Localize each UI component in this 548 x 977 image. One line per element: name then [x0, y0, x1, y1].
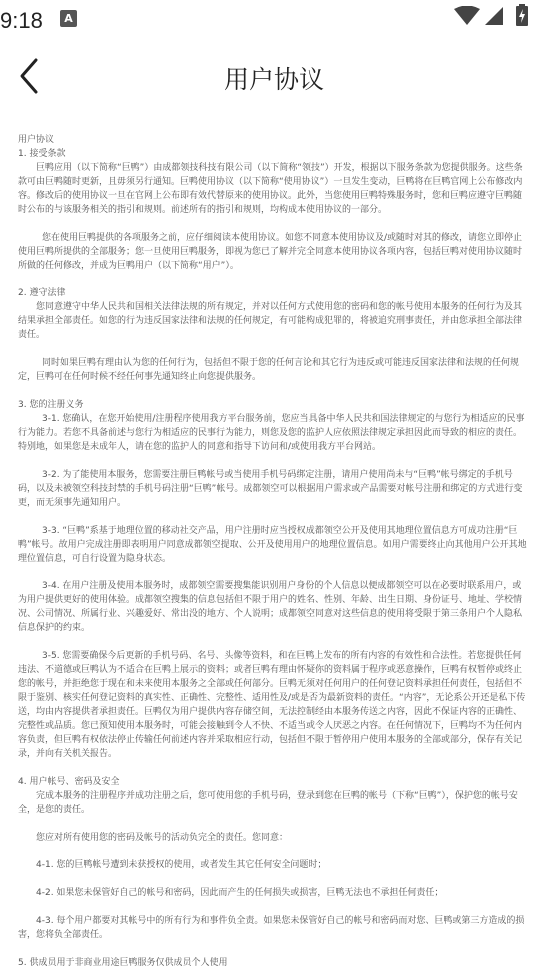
status-bar	[0, 0, 548, 40]
section-3-item-5: 3-5. 您需要确保今后更新的手机号码、名号、头像等资料，和在巨鸭上发布的所有内容的有效性和合法性。若您提供任何违法、不道德或巨鸭认为不适合在巨鸭上展示的资料；或者巨鸭有理由怀疑你的资料属于程序或恶意操作，巨鸭有权暂停或终止您的帐号，并拒绝您于现在和未来使用本服务之全部或任何部分。巨鸭无须对任何用户的任何登记资料承担任何责任，包括但不限于鉴别、核实任何登记资料的真实性、正确性、完整性、适用性及/或是否为最新资料的责任。“内容”，无论系公开还是私下传送，均由内容提供者承担责任。巨鸭仅为用户提供内容存储空间，无法控制经由本服务传送之内容，因此不保证内容的正确性、完整性或品质。您已预知使用本服务时，可能会接触到令人不快、不适当或令人厌恶之内容。在任何情况下，巨鸭均不为任何内容负责，但巨鸭有权依法停止传输任何前述内容并采取相应行动，包括但不限于暂停用户使用本服务的全部或部分，保存有关记录，并向有关机关报告。	[18, 651, 526, 759]
agreement-content[interactable]	[18, 134, 530, 971]
section-4-paragraph-2: 您应对所有使用您的密码及帐号的活动负完全的责任。您同意：	[36, 832, 289, 843]
section-3-item-3: 3-3. “巨鸭”系基于地理位置的移动社交产品，用户注册时应当授权成都领空公开及使用其地理位置信息方可成功注册“巨鸭”帐号。故用户完成注册即表明用户同意成都领空提取、公开及使用用户的地理位置信息。如用户需要终止向其他用户公开其地理位置信息，可自行设置为隐身状态。	[18, 525, 527, 564]
section-5-title: 5. 供成员用于非商业用途巨鸭服务仅供成员个人使用	[18, 958, 228, 969]
section-3-item-2: 3-2. 为了能使用本服务，您需要注册巨鸭帐号或当使用手机号码绑定注册，请用户使用尚未与“巨鸭”帐号绑定的手机号码，以及未被领空科技封禁的手机号码注册“巨鸭”帐号。成都领空可以根据用户需求或产品需要对帐号注册和绑定的方式进行变更，而无须事先通知用户。	[18, 469, 523, 508]
battery-charging-icon	[516, 4, 528, 26]
section-3-title: 3. 您的注册义务	[18, 400, 84, 411]
nav-bar	[0, 40, 548, 112]
status-icons	[454, 4, 534, 26]
section-3-item-4: 3-4. 在用户注册及使用本服务时，成都领空需要搜集能识别用户身份的个人信息以便成都领空可以在必要时联系用户，或为用户提供更好的使用体验。成都领空搜集的信息包括但不限于用户的姓名、性别、年龄、出生日期、身份证号、地址、学校情况、公司情况、所属行业、兴趣爱好、常出没的地方、个人说明；成都领空同意对这些信息的使用将受限于第三条用户个人隐私信息保护的约束。	[18, 581, 523, 634]
section-2-paragraph-1: 您同意遵守中华人民共和国相关法律法规的所有规定，并对以任何方式使用您的密码和您的帐号使用本服务的任何行为及其结果承担全部责任。如您的行为违反国家法律和法规的任何规定，有可能构成犯罪的，将被追究刑事责任，并由您承担全部法律责任。	[18, 302, 523, 341]
section-4-item-3: 4-3. 每个用户都要对其帐号中的所有行为和事件负全责。如果您未保管好自己的帐号和密码而对您、巨鸭或第三方造成的损害，您将负全部责任。	[18, 916, 525, 941]
signal-icon	[484, 6, 504, 26]
app-notification-icon: A	[60, 10, 77, 27]
section-1-paragraph-1: 巨鸭应用（以下简称“巨鸭”）由成都领技科技有限公司（以下简称“领技”）开发，根据以下服务条款为您提供服务。这些条款可由巨鸭随时更新，且毋须另行通知。巨鸭使用协议（以下简称“使用协议”）一旦发生变动，巨鸭将在巨鸭官网上公布修改内容。修改后的使用协议一旦在官网上公布即有效代替原来的使用协议。此外，当您使用巨鸭特殊服务时，您和巨鸭应遵守巨鸭随时公布的与该服务相关的指引和规则。前述所有的指引和规则，均构成本使用协议的一部分。	[18, 162, 523, 215]
section-4-item-1: 4-1. 您的巨鸭帐号遭到未获授权的使用，或者发生其它任何安全问题时；	[36, 860, 327, 871]
agreement-heading: 用户协议	[18, 135, 55, 145]
section-3-item-1: 3-1. 您确认，在您开始使用/注册程序使用我方平台服务前，您应当具备中华人民共和国法律规定的与您行为相适应的民事行为能力。若您不具备前述与您行为相适应的民事行为能力，则您及您的监护人应依照法律规定承担因此而导致的相应的责任。特别地，如果您是未成年人，请在您的监护人的同意和指导下访问和/或使用我方平台网站。	[18, 414, 525, 452]
status-time: 9:18	[0, 8, 43, 33]
section-1-paragraph-2: 您在使用巨鸭提供的各项服务之前，应仔细阅读本使用协议。如您不同意本使用协议及/或随时对其的修改，请您立即停止使用巨鸭所提供的全部服务；您一旦使用巨鸭服务，即视为您已了解并完全同意本使用协议各项内容，包括巨鸭对使用协议随时所做的任何修改，并成为巨鸭用户（以下简称“用户”）。	[18, 232, 523, 271]
page-title: 用户协议	[223, 65, 324, 94]
section-2-title: 2. 遵守法律	[18, 288, 66, 299]
section-4-paragraph-1: 完成本服务的注册程序并成功注册之后，您可使用您的手机号码，登录到您在巨鸭的帐号（下称“巨鸭”），保护您的帐号安全，是您的责任。	[18, 790, 518, 815]
section-1-title: 1. 接受条款	[18, 148, 66, 159]
section-4-item-2: 4-2. 如果您未保管好自己的帐号和密码，因此而产生的任何损失或损害，巨鸭无法也不承担任何责任；	[36, 888, 444, 899]
wifi-icon	[454, 6, 480, 26]
section-2-paragraph-2: 同时如果巨鸭有理由认为您的任何行为，包括但不限于您的任何言论和其它行为违反或可能违反国家法律和法规的任何规定，巨鸭可在任何时候不经任何事先通知终止向您提供服务。	[18, 358, 520, 383]
section-4-title: 4. 用户帐号、密码及安全	[18, 776, 120, 787]
